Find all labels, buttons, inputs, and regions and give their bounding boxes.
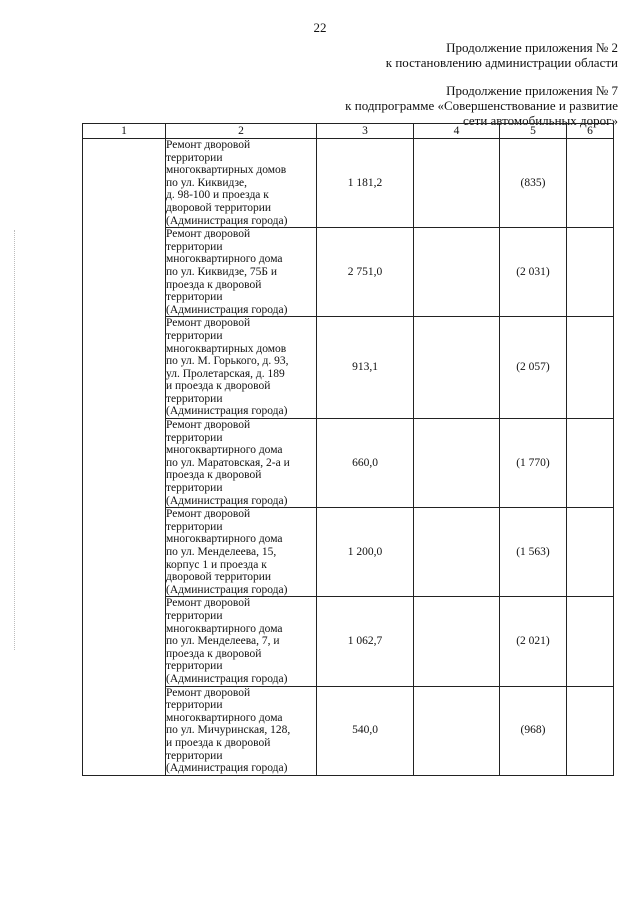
description-line: многоквартирных домов [166,342,287,355]
appendix-header-line2: к постановлению администрации области [385,55,618,70]
cell-col5: (1 563) [500,508,567,597]
cell-col6 [567,686,614,775]
subprogram-header [345,83,618,128]
cell-col6 [567,228,614,317]
description-line: территории [166,609,223,622]
row-description [166,419,317,508]
column-header-6: 6 [567,124,614,139]
cell-col5: (2 021) [500,597,567,686]
cell-col6 [567,419,614,508]
description-line: по ул. Менделеева, 15, [166,546,277,558]
description-line: многоквартирных домов [166,164,287,177]
description-line: (Администрация города) [166,762,288,775]
row-description [166,317,317,419]
table-body [83,139,614,776]
page-number: 22 [313,20,327,35]
cell-col3: 913,1 [317,317,414,419]
column-header-5: 5 [500,124,567,139]
description-line: (Администрация города) [166,405,288,418]
column-header-1: 1 [83,124,166,139]
description-line: Ремонт дворовой [166,686,251,699]
description-line: многоквартирного дома [166,622,283,635]
description-line: (Администрация города) [166,303,288,316]
cell-col6 [567,139,614,228]
column-1-merged-cell [83,139,166,776]
description-line: и проезда к дворовой [166,380,271,393]
cell-col3: 660,0 [317,419,414,508]
cell-col3: 540,0 [317,686,414,775]
cell-col4 [414,508,500,597]
cell-col3: 2 751,0 [317,228,414,317]
row-description [166,597,317,686]
description-line: (Администрация города) [166,494,288,507]
cell-col4 [414,139,500,228]
cell-col6 [567,508,614,597]
cell-col6 [567,597,614,686]
appendix-header-line1: Продолжение приложения № 2 [446,40,618,55]
cell-col3: 1 181,2 [317,139,414,228]
description-line: д. 98-100 и проезда к [166,189,269,202]
description-line: территории [166,482,223,495]
description-line: территории [166,520,223,533]
description-line: многоквартирного дома [166,533,283,546]
cell-col6 [567,317,614,419]
description-line: дворовой территории [166,571,272,584]
description-line: многоквартирного дома [166,711,283,724]
description-line: территории [166,749,223,762]
subprogram-header-line3: сети автомобильных дорог» [462,113,618,128]
description-line: корпус 1 и проезда к [166,558,267,571]
description-line: дворовой территории [166,201,272,214]
table-row [83,139,614,228]
row-description [166,139,317,228]
description-line: территории [166,151,223,164]
description-line: по ул. Киквидзе, 75Б и [166,265,278,278]
description-line: Ремонт дворовой [166,317,251,330]
appendix-header [386,40,618,70]
cell-col4 [414,686,500,775]
description-line: Ремонт дворовой [166,228,251,241]
description-line: по ул. Маратовская, 2-а и [166,456,290,469]
description-line: территории [166,660,223,673]
column-header-3: 3 [317,124,414,139]
description-line: ул. Пролетарская, д. 189 [166,367,285,380]
cell-col4 [414,317,500,419]
description-line: территории [166,699,223,712]
table-header [83,124,614,139]
description-line: по ул. М. Горького, д. 93, [166,355,289,368]
cell-col5: (2 057) [500,317,567,419]
description-line: (Администрация города) [166,214,288,227]
description-line: и проезда к дворовой [166,736,271,749]
subprogram-header-line2: к подпрограмме «Совершенствование и развитие [345,98,618,113]
description-line: Ремонт дворовой [166,508,251,521]
cell-col3: 1 200,0 [317,508,414,597]
table-header-row [83,124,614,139]
description-line: по ул. Менделеева, 7, и [166,635,280,648]
row-description [166,686,317,775]
description-line: проезда к дворовой [166,278,262,291]
cell-col4 [414,419,500,508]
scan-margin-mark [14,230,16,650]
description-line: проезда к дворовой [166,647,262,660]
description-line: по ул. Мичуринская, 128, [166,724,291,737]
description-line: территории [166,291,223,304]
description-line: (Администрация города) [166,583,288,596]
description-line: многоквартирного дома [166,253,283,266]
row-description [166,508,317,597]
description-line: по ул. Киквидзе, [166,176,248,189]
description-line: территории [166,240,223,253]
column-header-4: 4 [414,124,500,139]
description-line: территории [166,431,223,444]
description-line: Ремонт дворовой [166,139,251,151]
description-line: Ремонт дворовой [166,597,251,610]
cell-col5: (968) [500,686,567,775]
subprogram-header-line1: Продолжение приложения № 7 [446,83,618,98]
appendix-table [82,123,614,776]
description-line: проезда к дворовой [166,469,262,482]
cell-col5: (835) [500,139,567,228]
description-line: Ремонт дворовой [166,419,251,432]
description-line: территории [166,392,223,405]
description-line: многоквартирного дома [166,444,283,457]
row-description [166,228,317,317]
description-line: территории [166,329,223,342]
cell-col5: (1 770) [500,419,567,508]
cell-col3: 1 062,7 [317,597,414,686]
cell-col4 [414,597,500,686]
cell-col5: (2 031) [500,228,567,317]
cell-col4 [414,228,500,317]
column-header-2: 2 [166,124,317,139]
description-line: (Администрация города) [166,672,288,685]
